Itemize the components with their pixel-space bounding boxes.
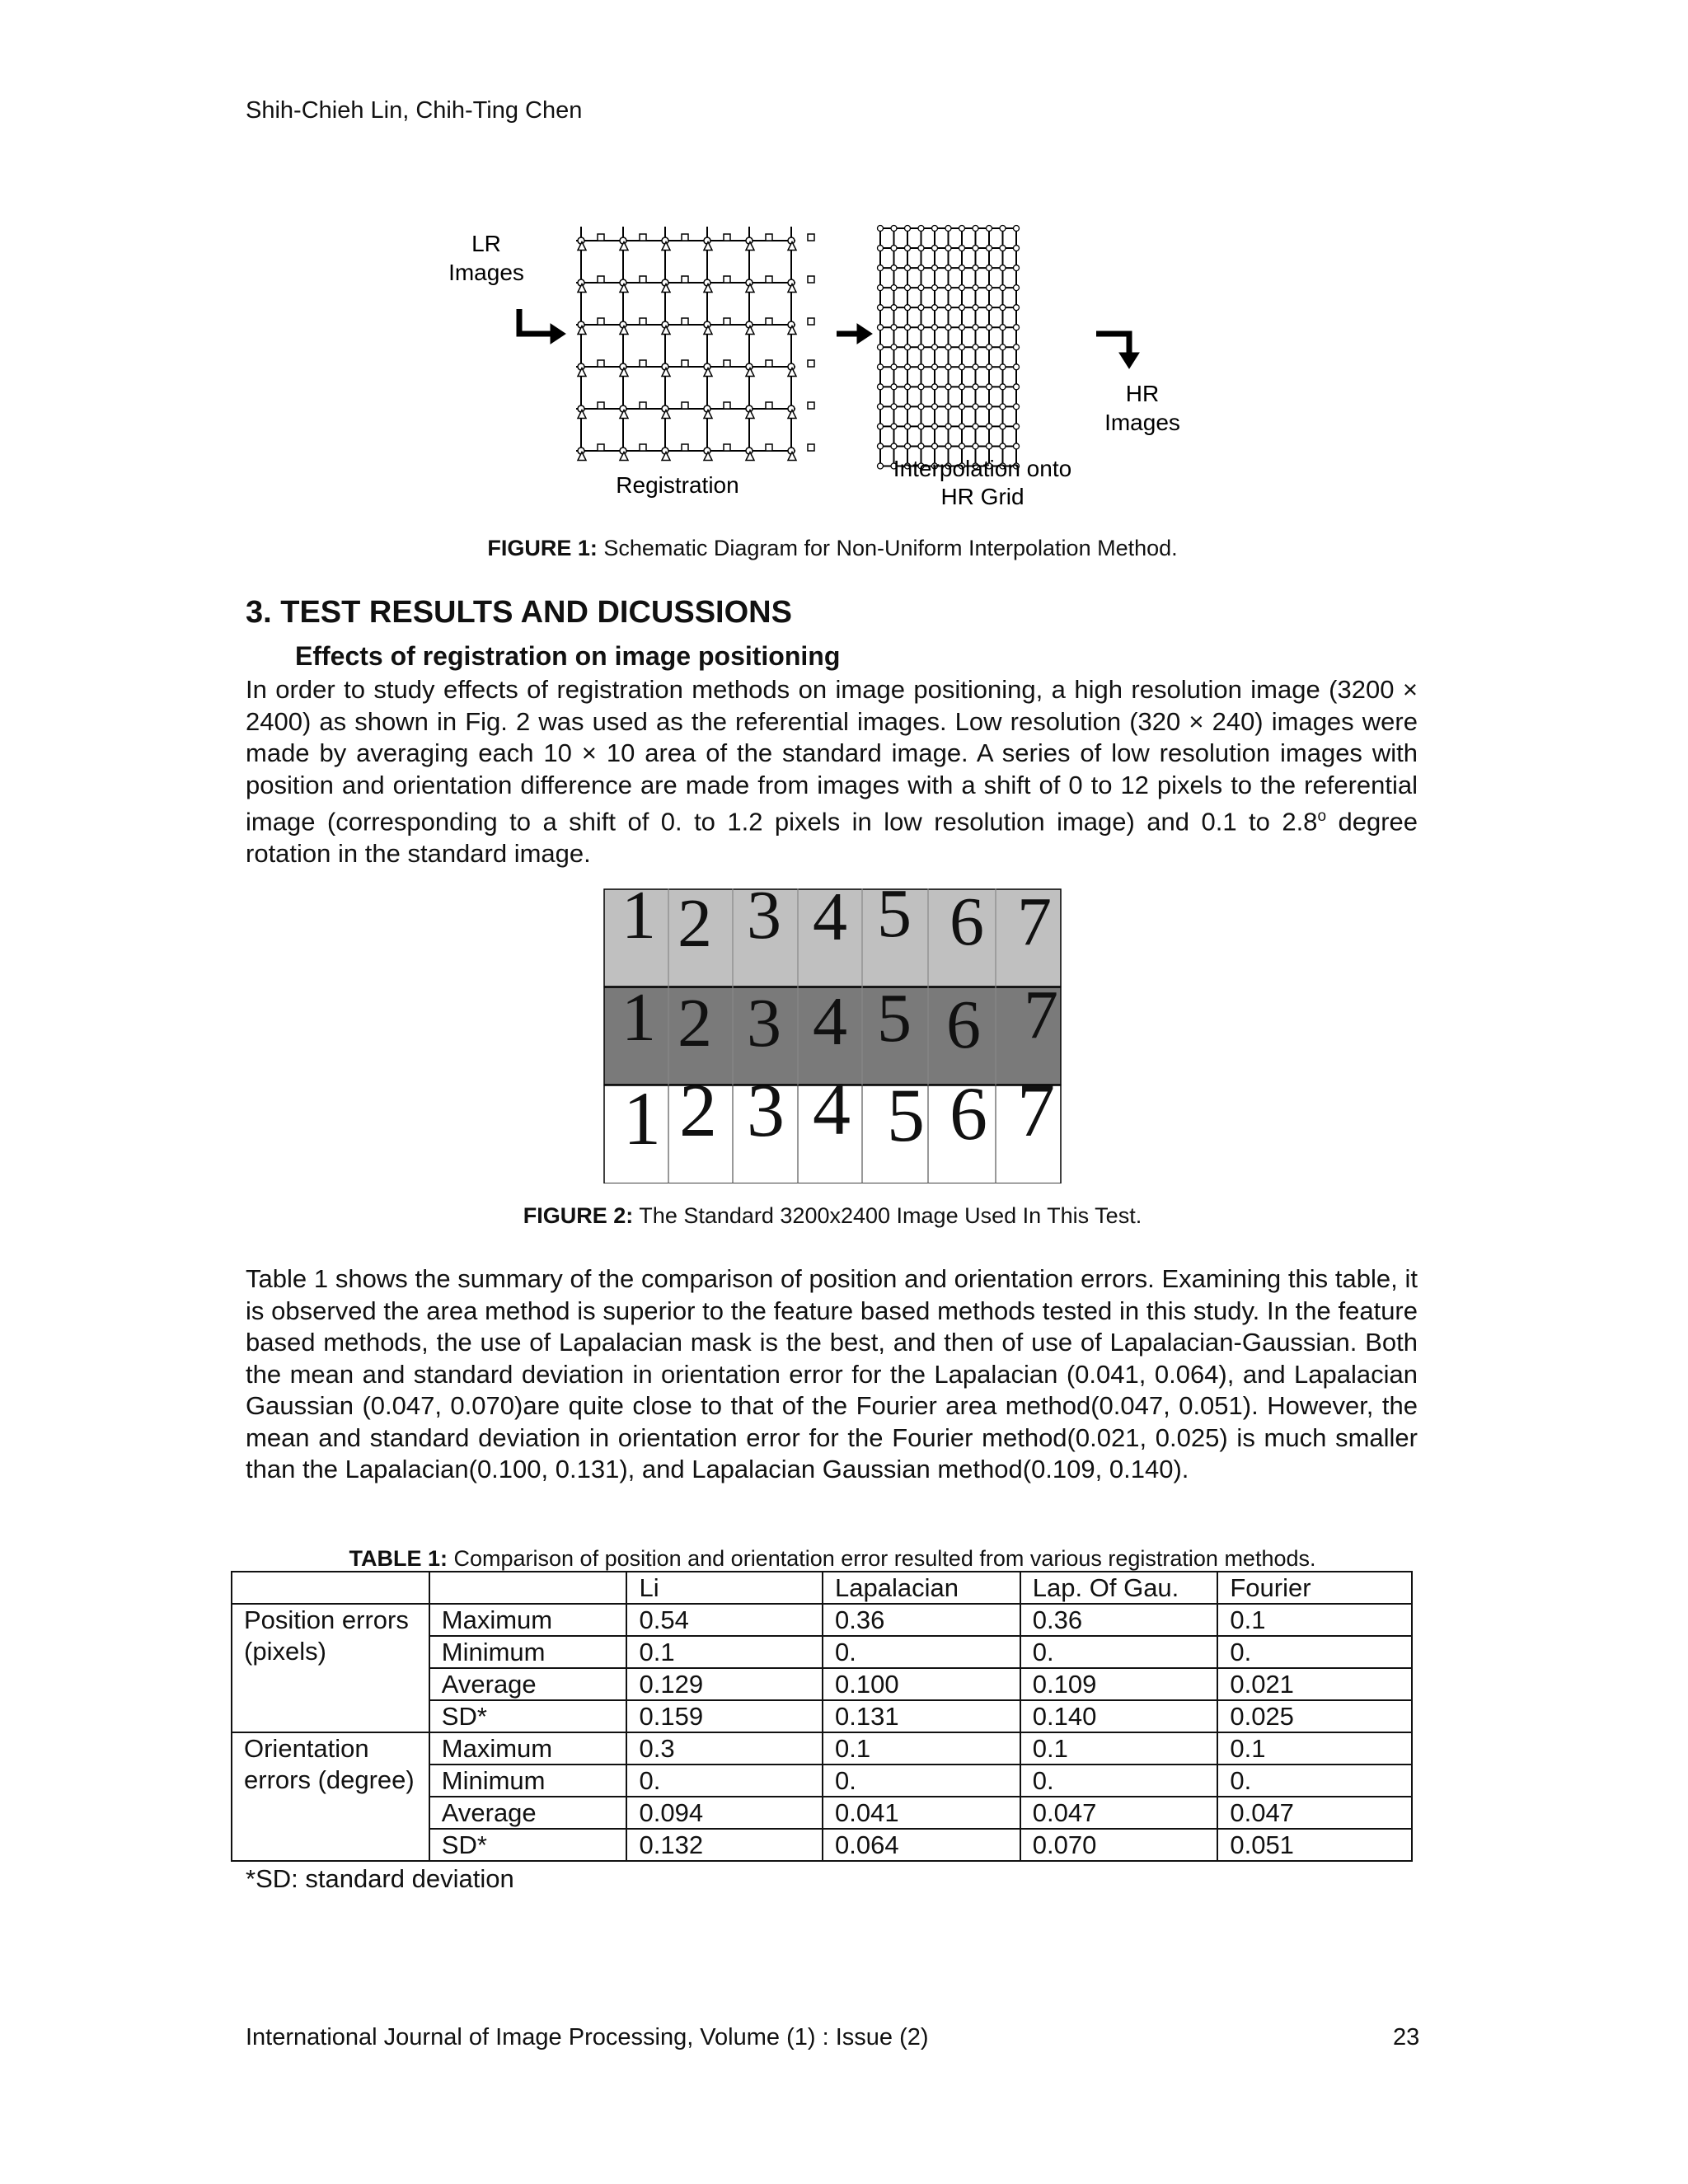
figure-1-caption-label: FIGURE 1: (487, 536, 598, 560)
table-header-row (232, 1572, 1412, 1604)
hr-grid-point (918, 424, 924, 429)
hr-grid-point (987, 305, 992, 311)
table-header-cell: Li (626, 1572, 823, 1604)
table-cell: 0.132 (626, 1829, 823, 1861)
hr-grid-point (932, 384, 938, 390)
hr-grid-point (918, 246, 924, 251)
digit-glyph: 2 (678, 888, 712, 962)
hr-grid-point (891, 443, 897, 449)
hr-grid-point (905, 404, 911, 410)
hr-grid-point (891, 246, 897, 251)
hr-grid-point (987, 344, 992, 350)
hr-grid-point (945, 384, 951, 390)
hr-grid-point (905, 285, 911, 291)
hr-grid-point (905, 364, 911, 370)
hr-grid-point (959, 424, 965, 429)
paragraph-1 (246, 674, 1418, 869)
table-cell: 0.131 (823, 1700, 1020, 1732)
hr-grid-point (932, 285, 938, 291)
table-cell: 0. (1020, 1765, 1218, 1797)
hr-grid-point (987, 443, 992, 449)
hr-grid-point (959, 285, 965, 291)
table-cell: 0.1 (626, 1636, 823, 1668)
hr-grid-point (918, 305, 924, 311)
table-cell: 0.1 (823, 1732, 1020, 1765)
hr-grid-point (891, 305, 897, 311)
table-cell: 0.140 (1020, 1700, 1218, 1732)
hr-grid-point (891, 226, 897, 232)
square-marker (724, 402, 730, 409)
hr-grid-point (959, 265, 965, 271)
hr-grid-point (932, 344, 938, 350)
square-marker (808, 402, 814, 409)
square-marker (640, 276, 646, 283)
table-1 (231, 1571, 1413, 1862)
hr-grid-point (932, 424, 938, 429)
lr-label-line1: LR (471, 231, 501, 256)
hr-grid-point (973, 246, 978, 251)
hr-grid-point (1000, 424, 1006, 429)
hr-grid-point (973, 424, 978, 429)
hr-grid-point (932, 443, 938, 449)
hr-grid-point (1014, 285, 1020, 291)
table-row (232, 1604, 1412, 1636)
hr-grid-point (878, 265, 884, 271)
hr-grid-point (973, 344, 978, 350)
hr-grid-point (973, 325, 978, 330)
square-marker (766, 360, 772, 367)
registration-label: Registration (616, 472, 739, 498)
hr-grid-point (973, 384, 978, 390)
hr-grid-point (891, 424, 897, 429)
hr-grid-point (945, 265, 951, 271)
square-marker (766, 444, 772, 451)
square-marker (640, 318, 646, 325)
digit-glyph: 6 (950, 888, 984, 960)
table-cell: 0. (626, 1765, 823, 1797)
table-cell: 0.159 (626, 1700, 823, 1732)
table-cell: 0.54 (626, 1604, 823, 1636)
hr-grid-point (1000, 344, 1006, 350)
hr-grid-point (932, 305, 938, 311)
lr-arrow-icon (519, 309, 565, 344)
table-cell: 0.1 (1217, 1732, 1412, 1765)
hr-grid-point (905, 384, 911, 390)
table-header-cell: Lap. Of Gau. (1020, 1572, 1218, 1604)
table-stat-label: SD* (429, 1829, 627, 1861)
hr-grid-point (905, 424, 911, 429)
hr-grid-point (878, 305, 884, 311)
middle-arrow-icon (837, 324, 872, 344)
figure-2-caption-label: FIGURE 2: (523, 1203, 634, 1228)
table-cell: 0.100 (823, 1668, 1020, 1700)
table-1-caption (247, 1546, 1418, 1572)
digit-glyph: 6 (950, 1071, 987, 1155)
hr-grid-point (945, 226, 951, 232)
table-cell: 0. (823, 1765, 1020, 1797)
hr-grid-point (891, 404, 897, 410)
table-cell: 0. (823, 1636, 1020, 1668)
hr-grid-point (987, 384, 992, 390)
table-header-cell: Lapalacian (823, 1572, 1020, 1604)
hr-grid-point (878, 246, 884, 251)
hr-grid-point (905, 344, 911, 350)
table-header-empty (232, 1572, 429, 1604)
hr-grid-point (987, 404, 992, 410)
hr-grid-point (1014, 344, 1020, 350)
interpolation-label-line1: Interpolation onto (893, 456, 1072, 481)
hr-grid-point (1014, 265, 1020, 271)
square-marker (640, 402, 646, 409)
hr-grid-point (973, 364, 978, 370)
hr-grid-point (905, 226, 911, 232)
table-cell: 0.1 (1020, 1732, 1218, 1765)
square-marker (640, 444, 646, 451)
hr-grid-point (1000, 404, 1006, 410)
hr-grid-point (973, 285, 978, 291)
hr-grid-point (878, 443, 884, 449)
hr-grid-point (932, 246, 938, 251)
paragraph-1-text: In order to study effects of registration methods on image positioning, a high resolution image (3200 × 2400) as shown in Fig. 2 was used as the referential images. Low resolution (320 × 240) images were made by averaging each 10 × 10 area of the standard image. A series of low resolution images with position and orientation difference are made from images with a shift of 0 to 12 pixels to the referential image (corresponding to a shift of 0. to 1.2 pixels in low resolution image) and 0.1 to 2.8 (246, 675, 1418, 837)
square-marker (808, 318, 814, 325)
hr-grid-point (905, 265, 911, 271)
interpolation-label-line2: HR Grid (940, 484, 1025, 509)
table-group-label: Orientation errors (degree) (232, 1732, 429, 1861)
figure-1-caption-text: Schematic Diagram for Non-Uniform Interpolation Method. (597, 536, 1178, 560)
hr-grid-point (918, 384, 924, 390)
digit-glyph: 7 (1024, 977, 1058, 1053)
digit-glyph: 1 (621, 979, 656, 1056)
hr-grid-point (973, 404, 978, 410)
table-stat-label: Minimum (429, 1636, 627, 1668)
hr-grid-point (945, 285, 951, 291)
table-cell: 0.36 (823, 1604, 1020, 1636)
square-marker (808, 360, 814, 367)
hr-grid-point (959, 443, 965, 449)
hr-grid-point (918, 443, 924, 449)
hr-grid-point (945, 443, 951, 449)
hr-grid-point (987, 265, 992, 271)
hr-grid-point (987, 285, 992, 291)
hr-grid-point (878, 364, 884, 370)
hr-grid-point (945, 364, 951, 370)
hr-grid-point (1000, 285, 1006, 291)
table-cell: 0.129 (626, 1668, 823, 1700)
table-group-label: Position errors (pixels) (232, 1604, 429, 1732)
square-marker (682, 276, 688, 283)
hr-grid-point (905, 305, 911, 311)
hr-grid-point (959, 325, 965, 330)
hr-grid-point (973, 226, 978, 232)
square-marker (682, 318, 688, 325)
hr-grid-point (987, 226, 992, 232)
hr-grid-point (878, 344, 884, 350)
table-cell: 0.3 (626, 1732, 823, 1765)
hr-grid-point (905, 246, 911, 251)
hr-grid-point (973, 265, 978, 271)
table-header-empty (429, 1572, 627, 1604)
hr-grid-point (878, 384, 884, 390)
square-marker (640, 234, 646, 241)
hr-grid-point (1000, 443, 1006, 449)
table-stat-label: SD* (429, 1700, 627, 1732)
hr-grid-point (891, 325, 897, 330)
hr-grid-point (918, 404, 924, 410)
hr-grid-point (1014, 384, 1020, 390)
hr-grid-point (1014, 226, 1020, 232)
digit-glyph: 6 (946, 987, 981, 1063)
digit-glyph: 5 (887, 1073, 925, 1157)
square-marker (808, 276, 814, 283)
table-1-caption-text: Comparison of position and orientation error resulted from various registration methods. (447, 1546, 1316, 1571)
hr-grid-point (918, 265, 924, 271)
hr-grid-point (932, 404, 938, 410)
square-marker (724, 318, 730, 325)
hr-label-line1: HR (1125, 381, 1160, 406)
square-marker (682, 444, 688, 451)
hr-arrow-icon (1096, 334, 1139, 368)
digit-glyph: 3 (747, 1068, 785, 1152)
table-stat-label: Minimum (429, 1765, 627, 1797)
digit-glyph: 5 (877, 888, 912, 952)
hr-grid-point (905, 325, 911, 330)
table-1-caption-label: TABLE 1: (349, 1546, 448, 1571)
hr-grid-point (1014, 424, 1020, 429)
hr-grid-point (932, 226, 938, 232)
square-marker (598, 318, 604, 325)
hr-grid-point (932, 325, 938, 330)
hr-grid-point (959, 384, 965, 390)
digit-glyph: 4 (813, 1066, 851, 1151)
hr-grid-point (945, 344, 951, 350)
square-marker (808, 234, 814, 241)
digit-glyph: 5 (877, 980, 912, 1057)
table-row (232, 1732, 1412, 1765)
table-stat-label: Maximum (429, 1604, 627, 1636)
hr-grid-point (932, 364, 938, 370)
hr-grid-point (1000, 384, 1006, 390)
table-cell: 0. (1020, 1636, 1218, 1668)
hr-grid-point (959, 246, 965, 251)
square-marker (724, 276, 730, 283)
table-footnote: *SD: standard deviation (246, 1864, 514, 1893)
figure-1-caption (247, 536, 1418, 561)
section-title: 3. TEST RESULTS AND DICUSSIONS (246, 595, 792, 630)
paragraph-1-text-end: degree rotation in the standard image. (246, 807, 1418, 868)
paragraph-2: Table 1 shows the summary of the comparison of position and orientation errors. Examining this table, it is observed the area method is superior to the feature based methods tested in this study. In the feature based methods, the use of Lapalacian mask is the best, and then of use of Lapalacian-Gaussian. Both the mean and standard deviation in orientation error for the Lapalacian (0.041, 0.064), and Lapalacian Gaussian (0.047, 0.070)are quite close to that of the Fourier area method(0.047, 0.051). However, the mean and standard deviation in orientation error for the Fourier method(0.021, 0.025) is much smaller than the Lapalacian(0.100, 0.131), and Lapalacian Gaussian method(0.109, 0.140). (246, 1264, 1418, 1483)
digit-glyph: 7 (1017, 1068, 1055, 1152)
hr-grid-point (973, 305, 978, 311)
hr-grid-point (918, 344, 924, 350)
hr-grid-point (945, 404, 951, 410)
hr-grid-point (905, 443, 911, 449)
hr-grid-point (959, 305, 965, 311)
hr-grid-point (1014, 305, 1020, 311)
hr-grid-point (1000, 305, 1006, 311)
hr-grid-point (1000, 226, 1006, 232)
figure-2-caption-text: The Standard 3200x2400 Image Used In This Test. (633, 1203, 1142, 1228)
square-marker (766, 318, 772, 325)
hr-grid-point (1000, 325, 1006, 330)
table-cell: 0. (1217, 1636, 1412, 1668)
digit-glyph: 3 (747, 888, 781, 954)
hr-grid-point (1000, 364, 1006, 370)
square-marker (724, 360, 730, 367)
digit-glyph: 2 (678, 985, 712, 1062)
table-cell: 0. (1217, 1765, 1412, 1797)
hr-grid-point (878, 463, 884, 469)
square-marker (598, 234, 604, 241)
hr-grid-point (878, 226, 884, 232)
hr-grid-point (987, 364, 992, 370)
hr-grid-point (987, 246, 992, 251)
hr-grid-point (878, 325, 884, 330)
hr-grid-point (918, 364, 924, 370)
hr-grid-point (878, 424, 884, 429)
square-marker (724, 234, 730, 241)
table-cell: 0.051 (1217, 1829, 1412, 1861)
hr-label-line2: Images (1104, 410, 1180, 435)
digit-glyph: 1 (623, 1076, 661, 1160)
hr-grid-point (891, 285, 897, 291)
table-cell: 0.064 (823, 1829, 1020, 1861)
hr-grid-point (1000, 246, 1006, 251)
hr-grid-point (891, 384, 897, 390)
table-cell: 0.36 (1020, 1604, 1218, 1636)
figure-2-image (603, 888, 1062, 1183)
hr-grid-point (987, 325, 992, 330)
hr-grid-point (987, 424, 992, 429)
digit-glyph: 4 (813, 888, 847, 955)
table-cell: 0.047 (1020, 1797, 1218, 1829)
lr-label-line2: Images (448, 260, 524, 285)
hr-grid-point (878, 404, 884, 410)
digit-glyph: 1 (621, 888, 656, 954)
figure-2-caption (247, 1203, 1418, 1229)
table-stat-label: Maximum (429, 1732, 627, 1765)
hr-grid-point (918, 285, 924, 291)
digit-glyph: 2 (679, 1068, 717, 1152)
running-head: Shih-Chieh Lin, Chih-Ting Chen (246, 97, 583, 124)
hr-grid-point (945, 246, 951, 251)
hr-grid-point (918, 226, 924, 232)
digit-glyph: 4 (813, 983, 847, 1060)
table-stat-label: Average (429, 1668, 627, 1700)
table-cell: 0.025 (1217, 1700, 1412, 1732)
table-header-cell: Fourier (1217, 1572, 1412, 1604)
hr-grid-point (891, 364, 897, 370)
square-marker (724, 444, 730, 451)
hr-grid-point (973, 443, 978, 449)
registration-grid (576, 227, 814, 461)
hr-grid-point (918, 325, 924, 330)
hr-grid-point (932, 265, 938, 271)
hr-grid-point (1014, 443, 1020, 449)
hr-grid-point (1014, 246, 1020, 251)
hr-grid-point (891, 344, 897, 350)
hr-grid-point (959, 364, 965, 370)
hr-grid-point (959, 344, 965, 350)
hr-grid-point (959, 404, 965, 410)
page-number: 23 (1393, 2024, 1420, 2050)
hr-grid (878, 226, 1020, 470)
table-stat-label: Average (429, 1797, 627, 1829)
hr-grid-point (945, 424, 951, 429)
square-marker (598, 276, 604, 283)
figure-1-diagram (437, 210, 1195, 523)
footer-journal: International Journal of Image Processing, Volume (1) : Issue (2) (246, 2024, 929, 2050)
hr-grid-point (1014, 325, 1020, 330)
square-marker (682, 402, 688, 409)
table-cell: 0.1 (1217, 1604, 1412, 1636)
square-marker (598, 360, 604, 367)
square-marker (640, 360, 646, 367)
hr-grid-point (945, 325, 951, 330)
hr-grid-point (1000, 265, 1006, 271)
table-cell: 0.109 (1020, 1668, 1218, 1700)
square-marker (598, 402, 604, 409)
table-cell: 0.041 (823, 1797, 1020, 1829)
table-cell: 0.094 (626, 1797, 823, 1829)
hr-grid-point (1014, 404, 1020, 410)
hr-grid-point (959, 226, 965, 232)
square-marker (682, 360, 688, 367)
square-marker (766, 234, 772, 241)
hr-grid-point (945, 305, 951, 311)
digit-glyph: 7 (1017, 888, 1052, 960)
subsection-title: Effects of registration on image positioning (295, 641, 841, 671)
table-cell: 0.021 (1217, 1668, 1412, 1700)
digit-glyph: 3 (747, 985, 781, 1062)
hr-grid-point (878, 285, 884, 291)
degree-superscript: o (1317, 808, 1327, 825)
hr-grid-point (891, 265, 897, 271)
square-marker (682, 234, 688, 241)
square-marker (766, 402, 772, 409)
table-cell: 0.070 (1020, 1829, 1218, 1861)
square-marker (598, 444, 604, 451)
table-cell: 0.047 (1217, 1797, 1412, 1829)
hr-grid-point (1014, 364, 1020, 370)
square-marker (808, 444, 814, 451)
square-marker (766, 276, 772, 283)
